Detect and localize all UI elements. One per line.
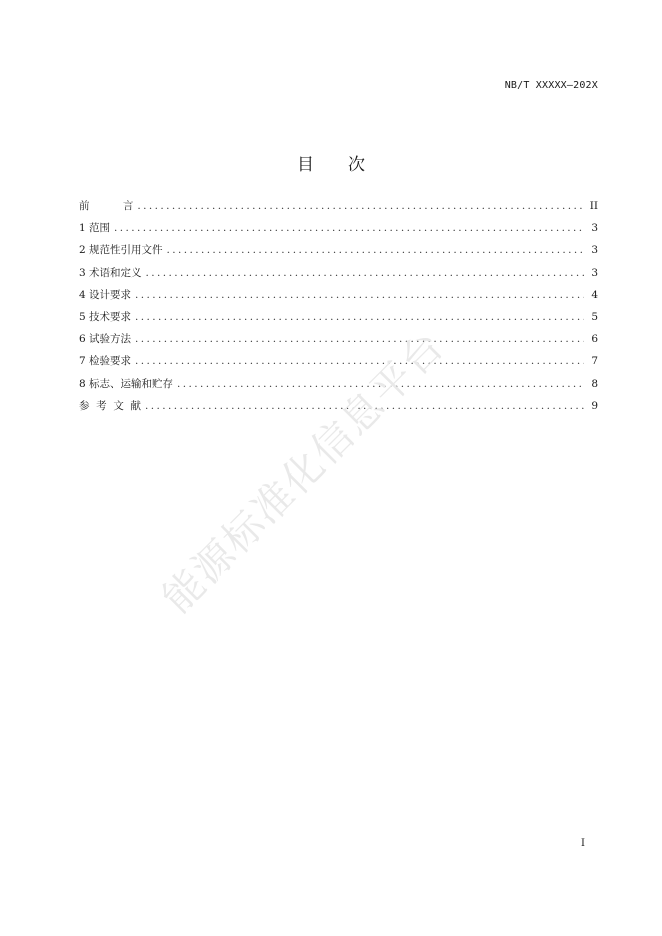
toc-entry-page: 6 — [591, 333, 598, 346]
toc-entry-foreword[interactable] — [79, 198, 598, 220]
toc-entry-marking-transport-storage[interactable] — [79, 376, 598, 398]
toc-leader-dots — [137, 200, 584, 212]
toc-entry-label: 6 试验方法 — [79, 333, 132, 346]
toc-entry-design-requirements[interactable] — [79, 287, 598, 309]
toc-leader-dots — [145, 400, 584, 412]
toc-entry-bibliography[interactable] — [79, 398, 598, 420]
toc-entry-label: 3 术语和定义 — [79, 266, 142, 279]
toc-entry-page: 5 — [591, 310, 598, 323]
toc-leader-dots — [135, 311, 584, 323]
toc-entry-label: 7 检验要求 — [79, 355, 132, 368]
toc-entry-label: 参 考 文 献 — [79, 399, 142, 412]
toc-entry-label: 4 设计要求 — [79, 288, 132, 301]
toc-entry-page: 3 — [591, 266, 598, 279]
toc-entry-page: 7 — [591, 355, 598, 368]
toc-leader-dots — [135, 355, 584, 367]
document-code: NB/T XXXXX—202X — [504, 80, 598, 91]
toc-leader-dots — [114, 222, 584, 234]
toc-entry-test-methods[interactable] — [79, 331, 598, 353]
toc-entry-page: 3 — [591, 222, 598, 235]
toc-leader-dots — [177, 378, 584, 390]
page-number: I — [581, 838, 585, 849]
toc-entry-page: II — [589, 200, 598, 212]
toc-leader-dots — [146, 267, 584, 279]
watermark: 能源标准化信息平台 — [154, 322, 455, 623]
toc-entry-label: 1 范围 — [79, 222, 111, 235]
toc-entry-label: 5 技术要求 — [79, 310, 132, 323]
toc-entry-page: 3 — [591, 244, 598, 257]
toc-entry-technical-requirements[interactable] — [79, 309, 598, 331]
toc-entry-page: 8 — [591, 377, 598, 390]
toc-entry-terms-definitions[interactable] — [79, 265, 598, 287]
toc-entry-page: 4 — [591, 288, 598, 301]
toc-entry-page: 9 — [591, 399, 598, 412]
toc-leader-dots — [167, 244, 584, 256]
toc-entry-label: 前 言 — [79, 200, 134, 212]
toc-title-part1: 目 — [297, 155, 314, 175]
toc-title — [0, 150, 662, 175]
toc-leader-dots — [135, 333, 584, 345]
toc-entry-inspection-requirements[interactable] — [79, 353, 598, 375]
toc-entry-label: 8 标志、运输和贮存 — [79, 377, 174, 390]
toc-entry-scope[interactable] — [79, 220, 598, 242]
toc-title-part2: 次 — [348, 155, 365, 175]
toc-entry-label: 2 规范性引用文件 — [79, 244, 163, 257]
toc-list — [79, 198, 598, 420]
toc-leader-dots — [135, 289, 584, 301]
toc-entry-normative-references[interactable] — [79, 242, 598, 264]
